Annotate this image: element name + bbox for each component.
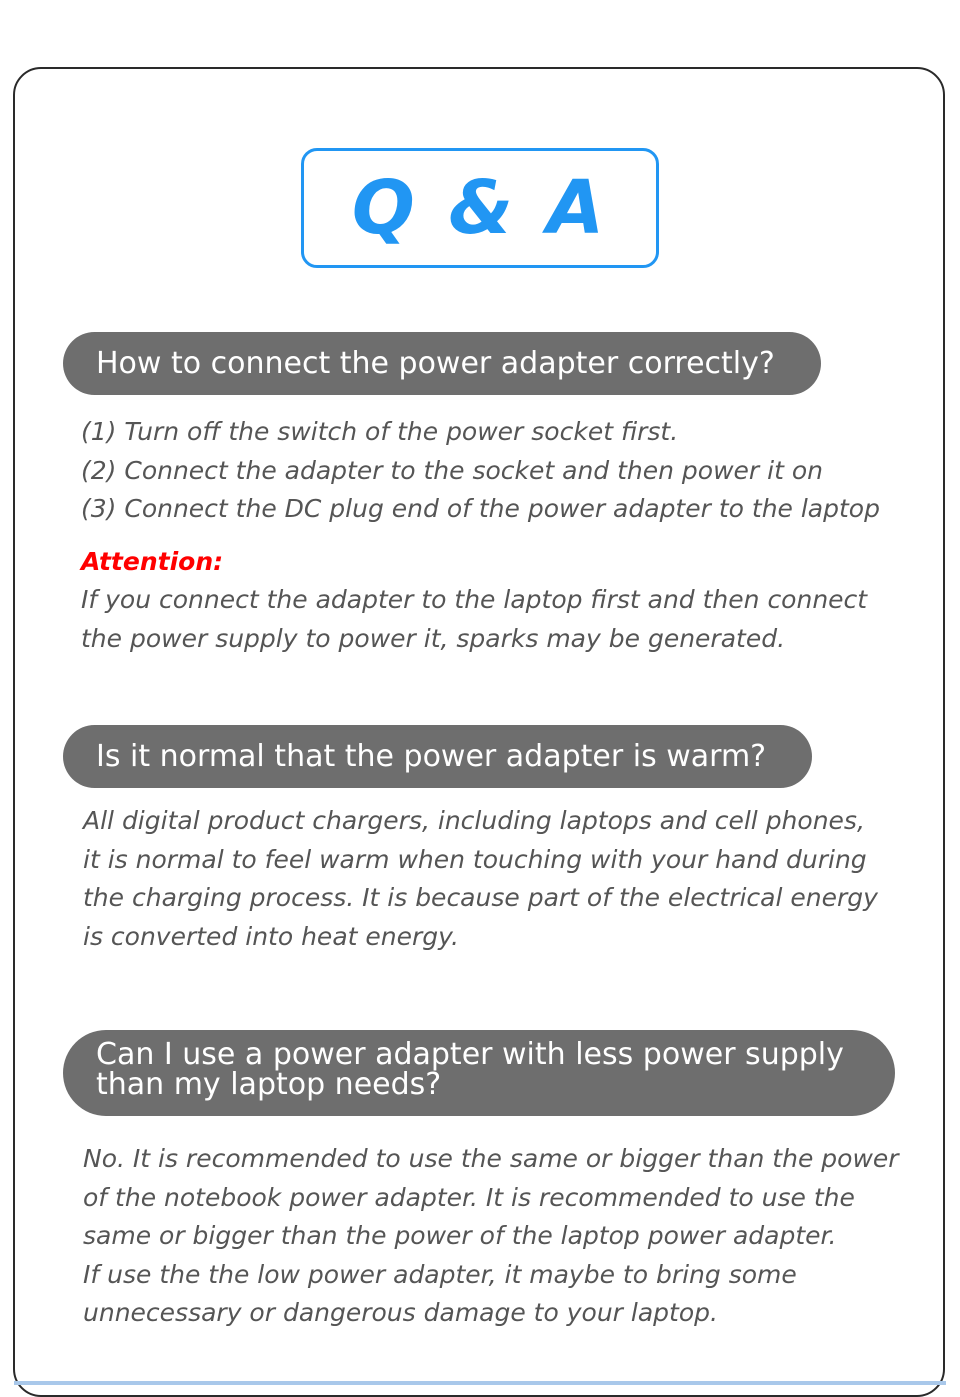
answer-line: No. It is recommended to use the same or bigger than the power xyxy=(83,1144,899,1173)
card-bottom-accent xyxy=(14,1381,946,1385)
answer-line: same or bigger than the power of the laptop power adapter. xyxy=(83,1221,837,1250)
question-1-steps xyxy=(81,413,880,529)
answer-line: it is normal to feel warm when touching with your hand during xyxy=(83,844,867,874)
answer-line: If use the the low power adapter, it maybe to bring some xyxy=(83,1259,797,1289)
answer-2-text xyxy=(83,802,878,956)
question-1-text: How to connect the power adapter correctly? xyxy=(96,346,775,381)
question-3-banner xyxy=(63,1030,895,1116)
attention-line: the power supply to power it, sparks may be generated. xyxy=(81,623,786,653)
attention-label: Attention: xyxy=(81,547,224,576)
question-3-line: Can I use a power adapter with less power supply xyxy=(96,1037,844,1072)
attention-line: If you connect the adapter to the laptop first and then connect xyxy=(81,585,868,614)
answer-line: of the notebook power adapter. It is recommended to use the xyxy=(83,1182,855,1212)
qa-title-box xyxy=(301,148,659,268)
answer-line: is converted into heat energy. xyxy=(83,921,459,951)
answer-3-text xyxy=(83,1140,899,1333)
step-item: (2) Connect the adapter to the socket and then power it on xyxy=(81,455,823,485)
question-2-banner xyxy=(63,725,812,788)
step-item: (3) Connect the DC plug end of the power adapter to the laptop xyxy=(81,494,880,523)
answer-line: unnecessary or dangerous damage to your laptop. xyxy=(83,1298,718,1327)
question-2-text: Is it normal that the power adapter is warm? xyxy=(96,739,767,774)
step-item: (1) Turn off the switch of the power socket first. xyxy=(81,417,679,446)
qa-title: Q & A xyxy=(351,165,609,251)
question-3-line: than my laptop needs? xyxy=(96,1067,442,1102)
attention-text xyxy=(81,581,867,658)
answer-line: All digital product chargers, including laptops and cell phones, xyxy=(83,806,865,835)
question-1-banner xyxy=(63,332,821,395)
answer-line: the charging process. It is because part of the electrical energy xyxy=(83,883,878,912)
